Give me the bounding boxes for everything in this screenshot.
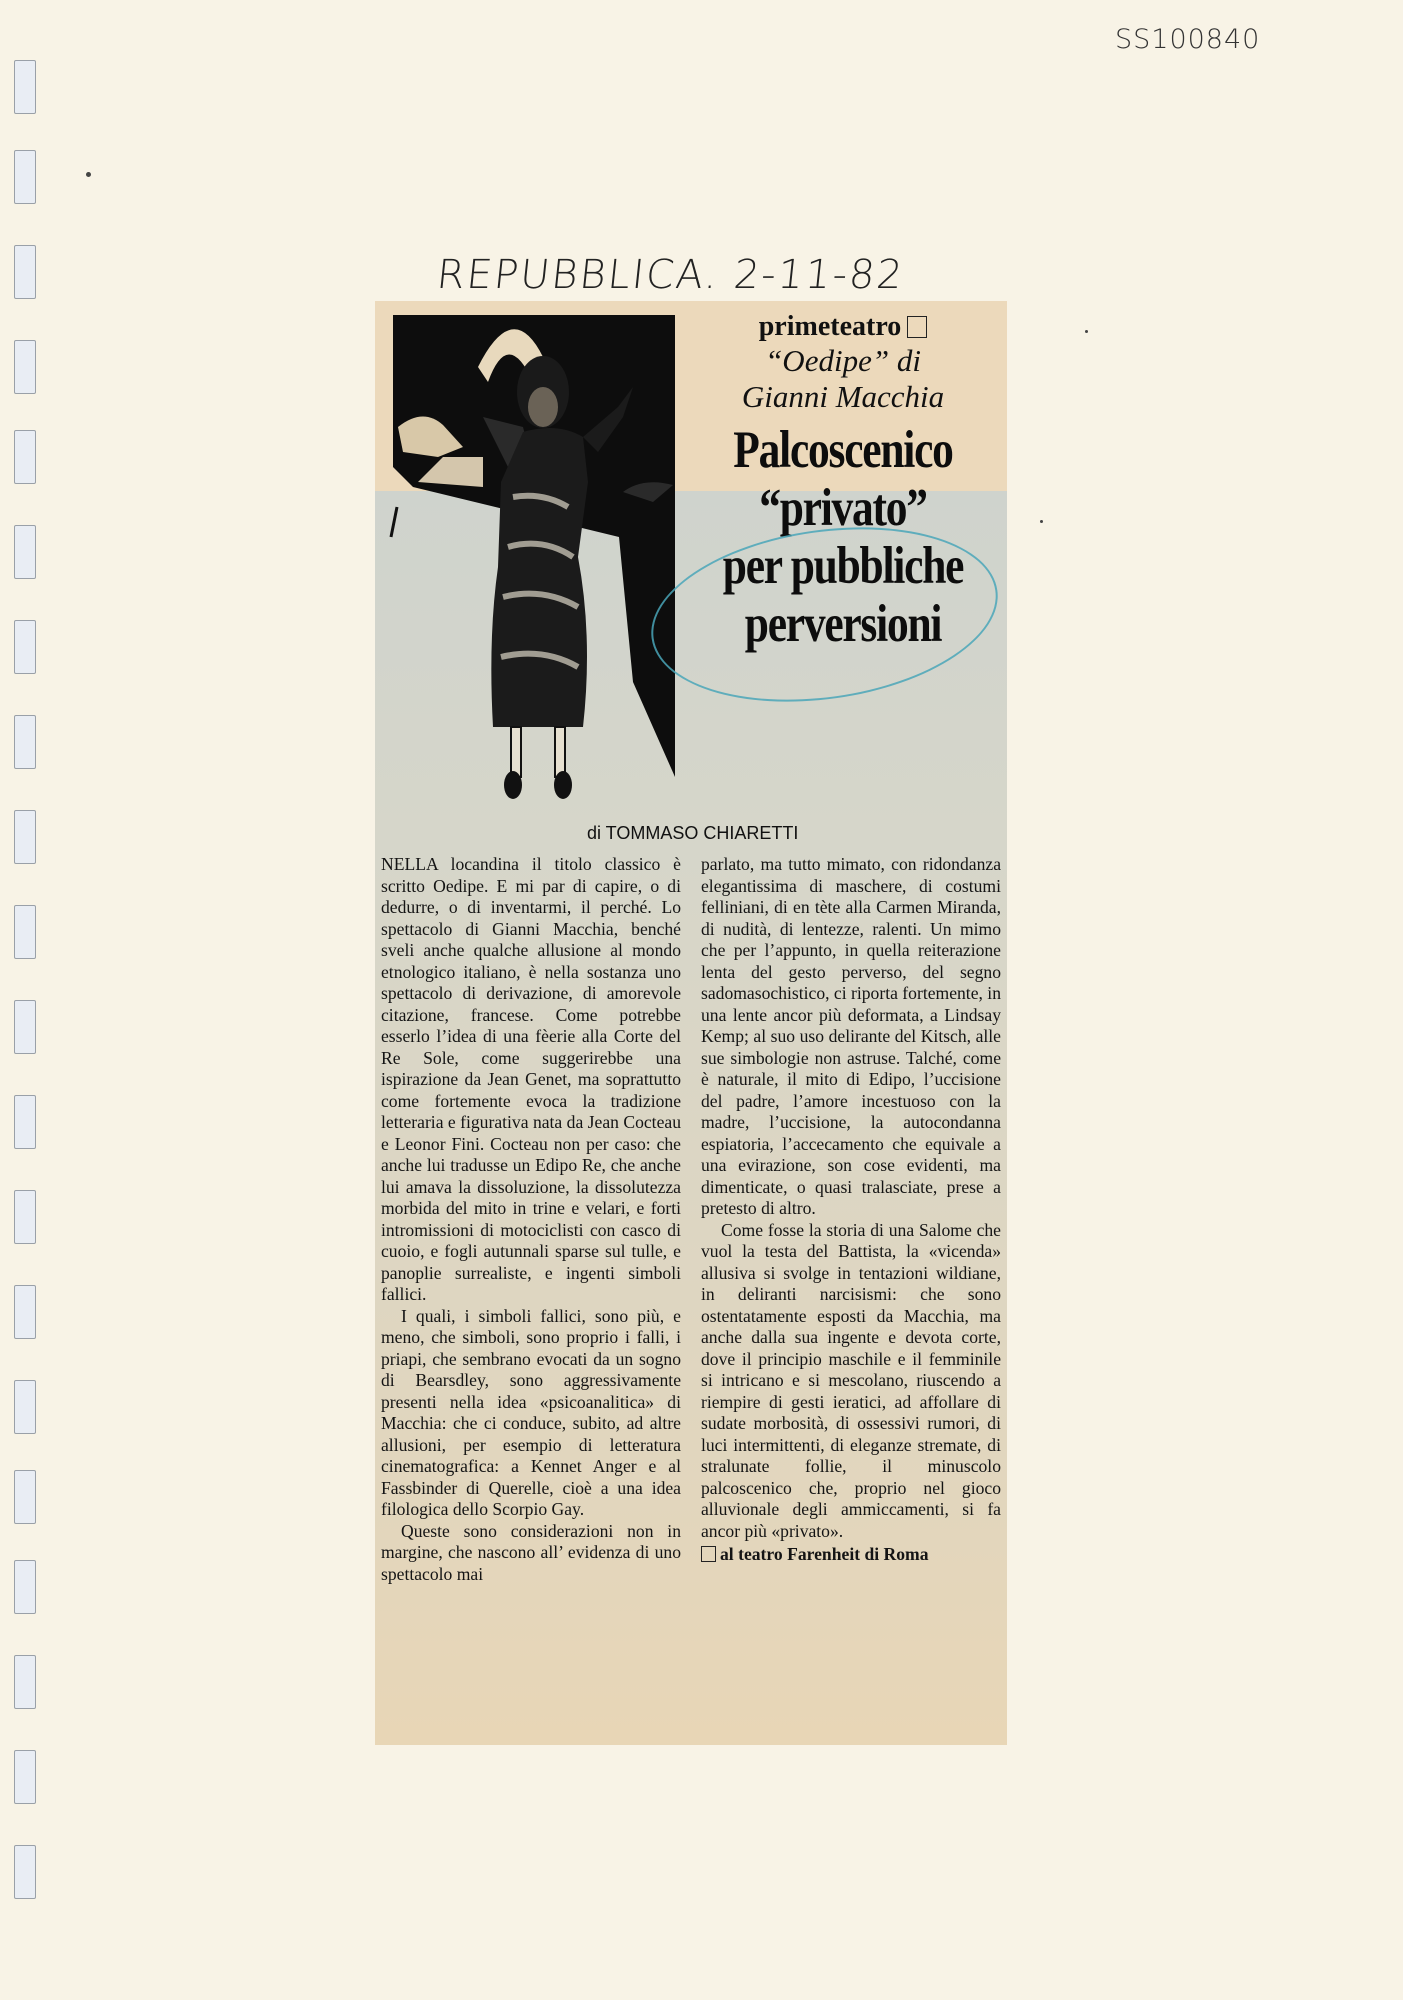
paragraph: NELLA locandina il titolo classico è scritto Oedipe. E mi par di capire, o di dedurre, o di inventarmi, il perché. Lo spettacolo di Gianni Macchia, benché sveli anche qualche allusione al mondo etnologico italiano, è nella sostanza uno spettacolo di derivazione, di amorevole citazione, francese. Come potrebbe esserlo l’idea di una fèerie alla Corte del Re Sole, come suggerirebbe una ispirazione da Jean Genet, ma soprattutto come fortemente evoca la tradizione letteraria e figurativa nata da Jean Cocteau e Leonor Fini. Cocteau non per caso: che anche lui tradusse un Edipo Re, che anche lui amava la dissoluzione, la dissolutezza morbida del mito in trine e velari, e forti intromissioni di motociclisti con casco di cuoio, e fogli autunnali sparse sul tulle, e panoplie surrealiste, e ingenti simboli fallici. — [381, 854, 681, 1304]
binder-hole — [14, 715, 36, 769]
binder-hole — [14, 1560, 36, 1614]
binder-hole — [14, 150, 36, 204]
headline-line: “privato” — [759, 479, 927, 537]
handwritten-source-note: REPUBBLICA. 2-11-82 — [434, 252, 907, 298]
binder-hole — [14, 1285, 36, 1339]
section-kicker — [685, 311, 1001, 343]
article-column-2 — [701, 854, 1001, 1566]
paragraph: Queste sono considerazioni non in margine, che nascono all’ evidenza di uno spettacolo mai — [381, 1520, 681, 1584]
headline-line: per pubbliche — [722, 537, 964, 595]
paragraph: I quali, i simboli fallici, sono più, e meno, che simboli, sono proprio i falli, i priapi, che sembrano evocati da un sogno di Bearsdley, sono aggressivamente presenti nella idea «psicoanalitica» di Macchia: che ci conduce, subito, ad altre allusioni, per esempio di letteratura cinematografica: a Kennet Anger e al Fassbinder di Querelle, cioè a una idea filologica dello Scorpio Gay. — [381, 1305, 681, 1519]
binder-hole — [14, 810, 36, 864]
binder-hole — [14, 525, 36, 579]
byline: di TOMMASO CHIARETTI — [587, 823, 799, 843]
binder-hole — [14, 1000, 36, 1054]
binder-hole — [14, 1750, 36, 1804]
venue-note — [701, 1544, 1001, 1566]
binder-hole — [14, 1190, 36, 1244]
kicker-text: primeteatro — [758, 311, 902, 342]
binder-hole — [14, 430, 36, 484]
paper-speck — [1040, 520, 1043, 523]
binder-hole — [14, 1470, 36, 1524]
binder-hole — [14, 1380, 36, 1434]
performer-photo — [383, 307, 683, 807]
binder-hole — [14, 620, 36, 674]
headline-line: perversioni — [744, 595, 942, 653]
square-bullet-icon — [907, 316, 927, 338]
article-column-1 — [381, 854, 681, 1585]
binder-hole — [14, 60, 36, 114]
subtitle-line-1: “Oedipe” di — [765, 343, 921, 378]
paragraph: Come fosse la storia di una Salome che vuol la testa del Battista, la «vicenda» allusiva si svolge in tentazioni wildiane, in deliranti narcisismi: che sono ostentatamente esposti da Macchia, ma anche dalla sua ingente e devota corte, dove il principio maschile e il femminile si intricano e si mescolano, riuscendo a riempire di gesti ieratici, ad affollare di sudate morbosità, di ossessivi rumori, di luci intermittenti, di eleganze stremate, di stralunate follie, il minuscolo palcoscenico che, proprio nel gioco alluvionale degli ammiccamenti, si fa ancor più «privato». — [701, 1219, 1001, 1541]
headline-line: Palcoscenico — [733, 421, 953, 479]
square-bullet-icon — [701, 1546, 716, 1562]
binder-hole — [14, 245, 36, 299]
paragraph: parlato, ma tutto mimato, con ridondanza elegantissima di maschere, di costumi felliniani, di en tète alla Carmen Miranda, di nudità, di lentezze, ralenti. Un mimo che per l’appunto, in quella reiterazione lenta del gesto perverso, del segno sadomasochistico, ci riporta fortemente, in una lente ancor più deformata, a Lindsay Kemp; al suo uso delirante del Kitsch, alle sue simbologie non astruse. Talché, come è naturale, il mito di Edipo, l’uccisione del padre, l’amore incestuoso con la madre, l’uccisione, la autocondanna espiatoria, l’accecamento che equivale a una evirazione, son cose evidenti, ma dimenticate, o quasi tralasciate, prese a pretesto di altro. — [701, 854, 1001, 1218]
binder-hole — [14, 905, 36, 959]
paper-speck — [86, 172, 91, 177]
binder-hole — [14, 1655, 36, 1709]
archive-code: SS100840 — [1115, 24, 1261, 55]
binder-hole — [14, 1845, 36, 1899]
newspaper-clipping — [375, 301, 1007, 1745]
binder-hole — [14, 340, 36, 394]
binder-hole — [14, 1095, 36, 1149]
venue-text: al teatro Farenheit di Roma — [720, 1544, 929, 1564]
subtitle-line-2: Gianni Macchia — [741, 379, 945, 414]
paper-speck — [1085, 330, 1088, 333]
